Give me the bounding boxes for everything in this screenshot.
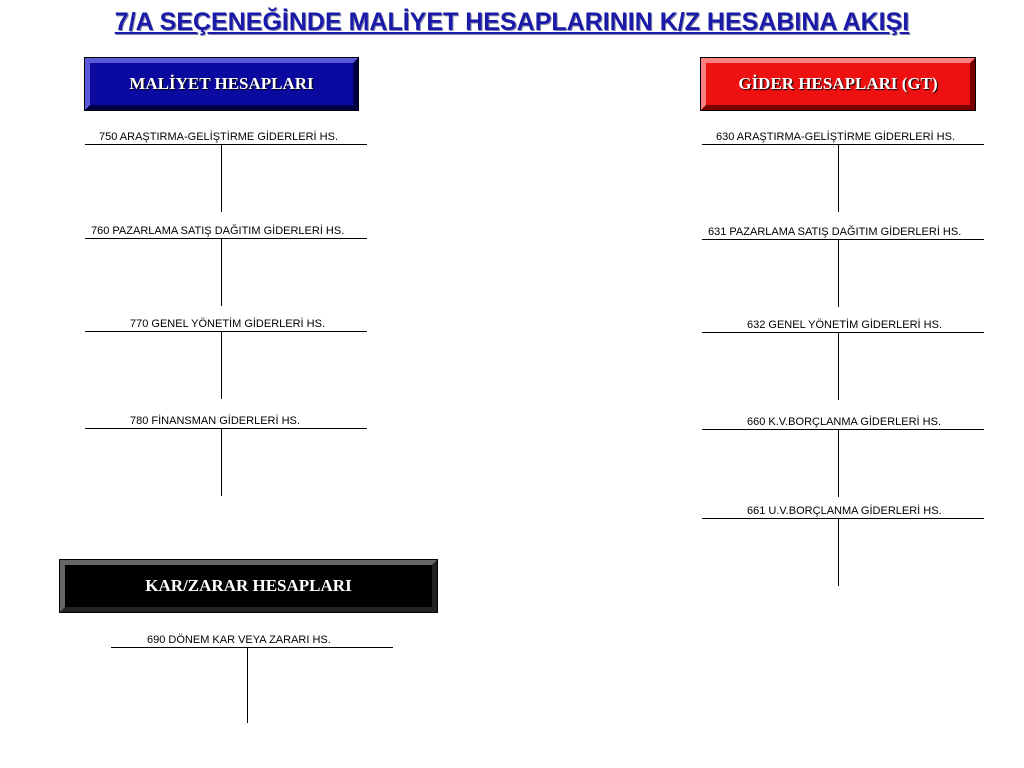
t-account-630-label: 630 ARAŞTIRMA-GELİŞTİRME GİDERLERİ HS.	[716, 131, 956, 143]
t-account-760-divider	[221, 238, 222, 306]
t-account-632-divider	[838, 332, 839, 400]
t-account-780	[85, 415, 367, 429]
profit-loss-box: KAR/ZARAR HESAPLARI	[60, 560, 437, 612]
t-account-750	[85, 131, 367, 145]
t-account-770	[85, 318, 367, 332]
t-account-661-label: 661 U.V.BORÇLANMA GİDERLERİ HS.	[747, 505, 942, 517]
t-account-750-divider	[221, 144, 222, 212]
t-account-690	[111, 634, 393, 648]
t-account-660	[702, 416, 984, 430]
t-account-660-divider	[838, 429, 839, 497]
t-account-631-label: 631 PAZARLAMA SATIŞ DAĞITIM GİDERLERİ HS.	[708, 226, 962, 238]
t-account-632-label: 632 GENEL YÖNETİM GİDERLERİ HS.	[747, 319, 943, 331]
t-account-631	[702, 226, 984, 240]
t-account-661	[702, 505, 984, 519]
t-account-631-divider	[838, 239, 839, 307]
cost-accounts-box: MALİYET HESAPLARI	[85, 58, 358, 110]
page-title: 7/A SEÇENEĞİNDE MALİYET HESAPLARININ K/Z HESABINA AKIŞI	[114, 8, 910, 36]
expense-accounts-box: GİDER HESAPLARI (GT)	[701, 58, 975, 110]
t-account-760	[85, 225, 367, 239]
t-account-750-label: 750 ARAŞTIRMA-GELİŞTİRME GİDERLERİ HS.	[99, 131, 339, 143]
t-account-780-label: 780 FİNANSMAN GİDERLERİ HS.	[130, 415, 300, 427]
t-account-632	[702, 319, 984, 333]
t-account-630-divider	[838, 144, 839, 212]
t-account-770-divider	[221, 331, 222, 399]
t-account-660-label: 660 K.V.BORÇLANMA GİDERLERİ HS.	[747, 416, 941, 428]
t-account-630	[702, 131, 984, 145]
t-account-661-divider	[838, 518, 839, 586]
t-account-770-label: 770 GENEL YÖNETİM GİDERLERİ HS.	[130, 318, 326, 330]
t-account-760-label: 760 PAZARLAMA SATIŞ DAĞITIM GİDERLERİ HS.	[91, 225, 345, 237]
t-account-690-divider	[247, 647, 248, 723]
t-account-780-divider	[221, 428, 222, 496]
t-account-690-label: 690 DÖNEM KAR VEYA ZARARI HS.	[147, 634, 331, 646]
